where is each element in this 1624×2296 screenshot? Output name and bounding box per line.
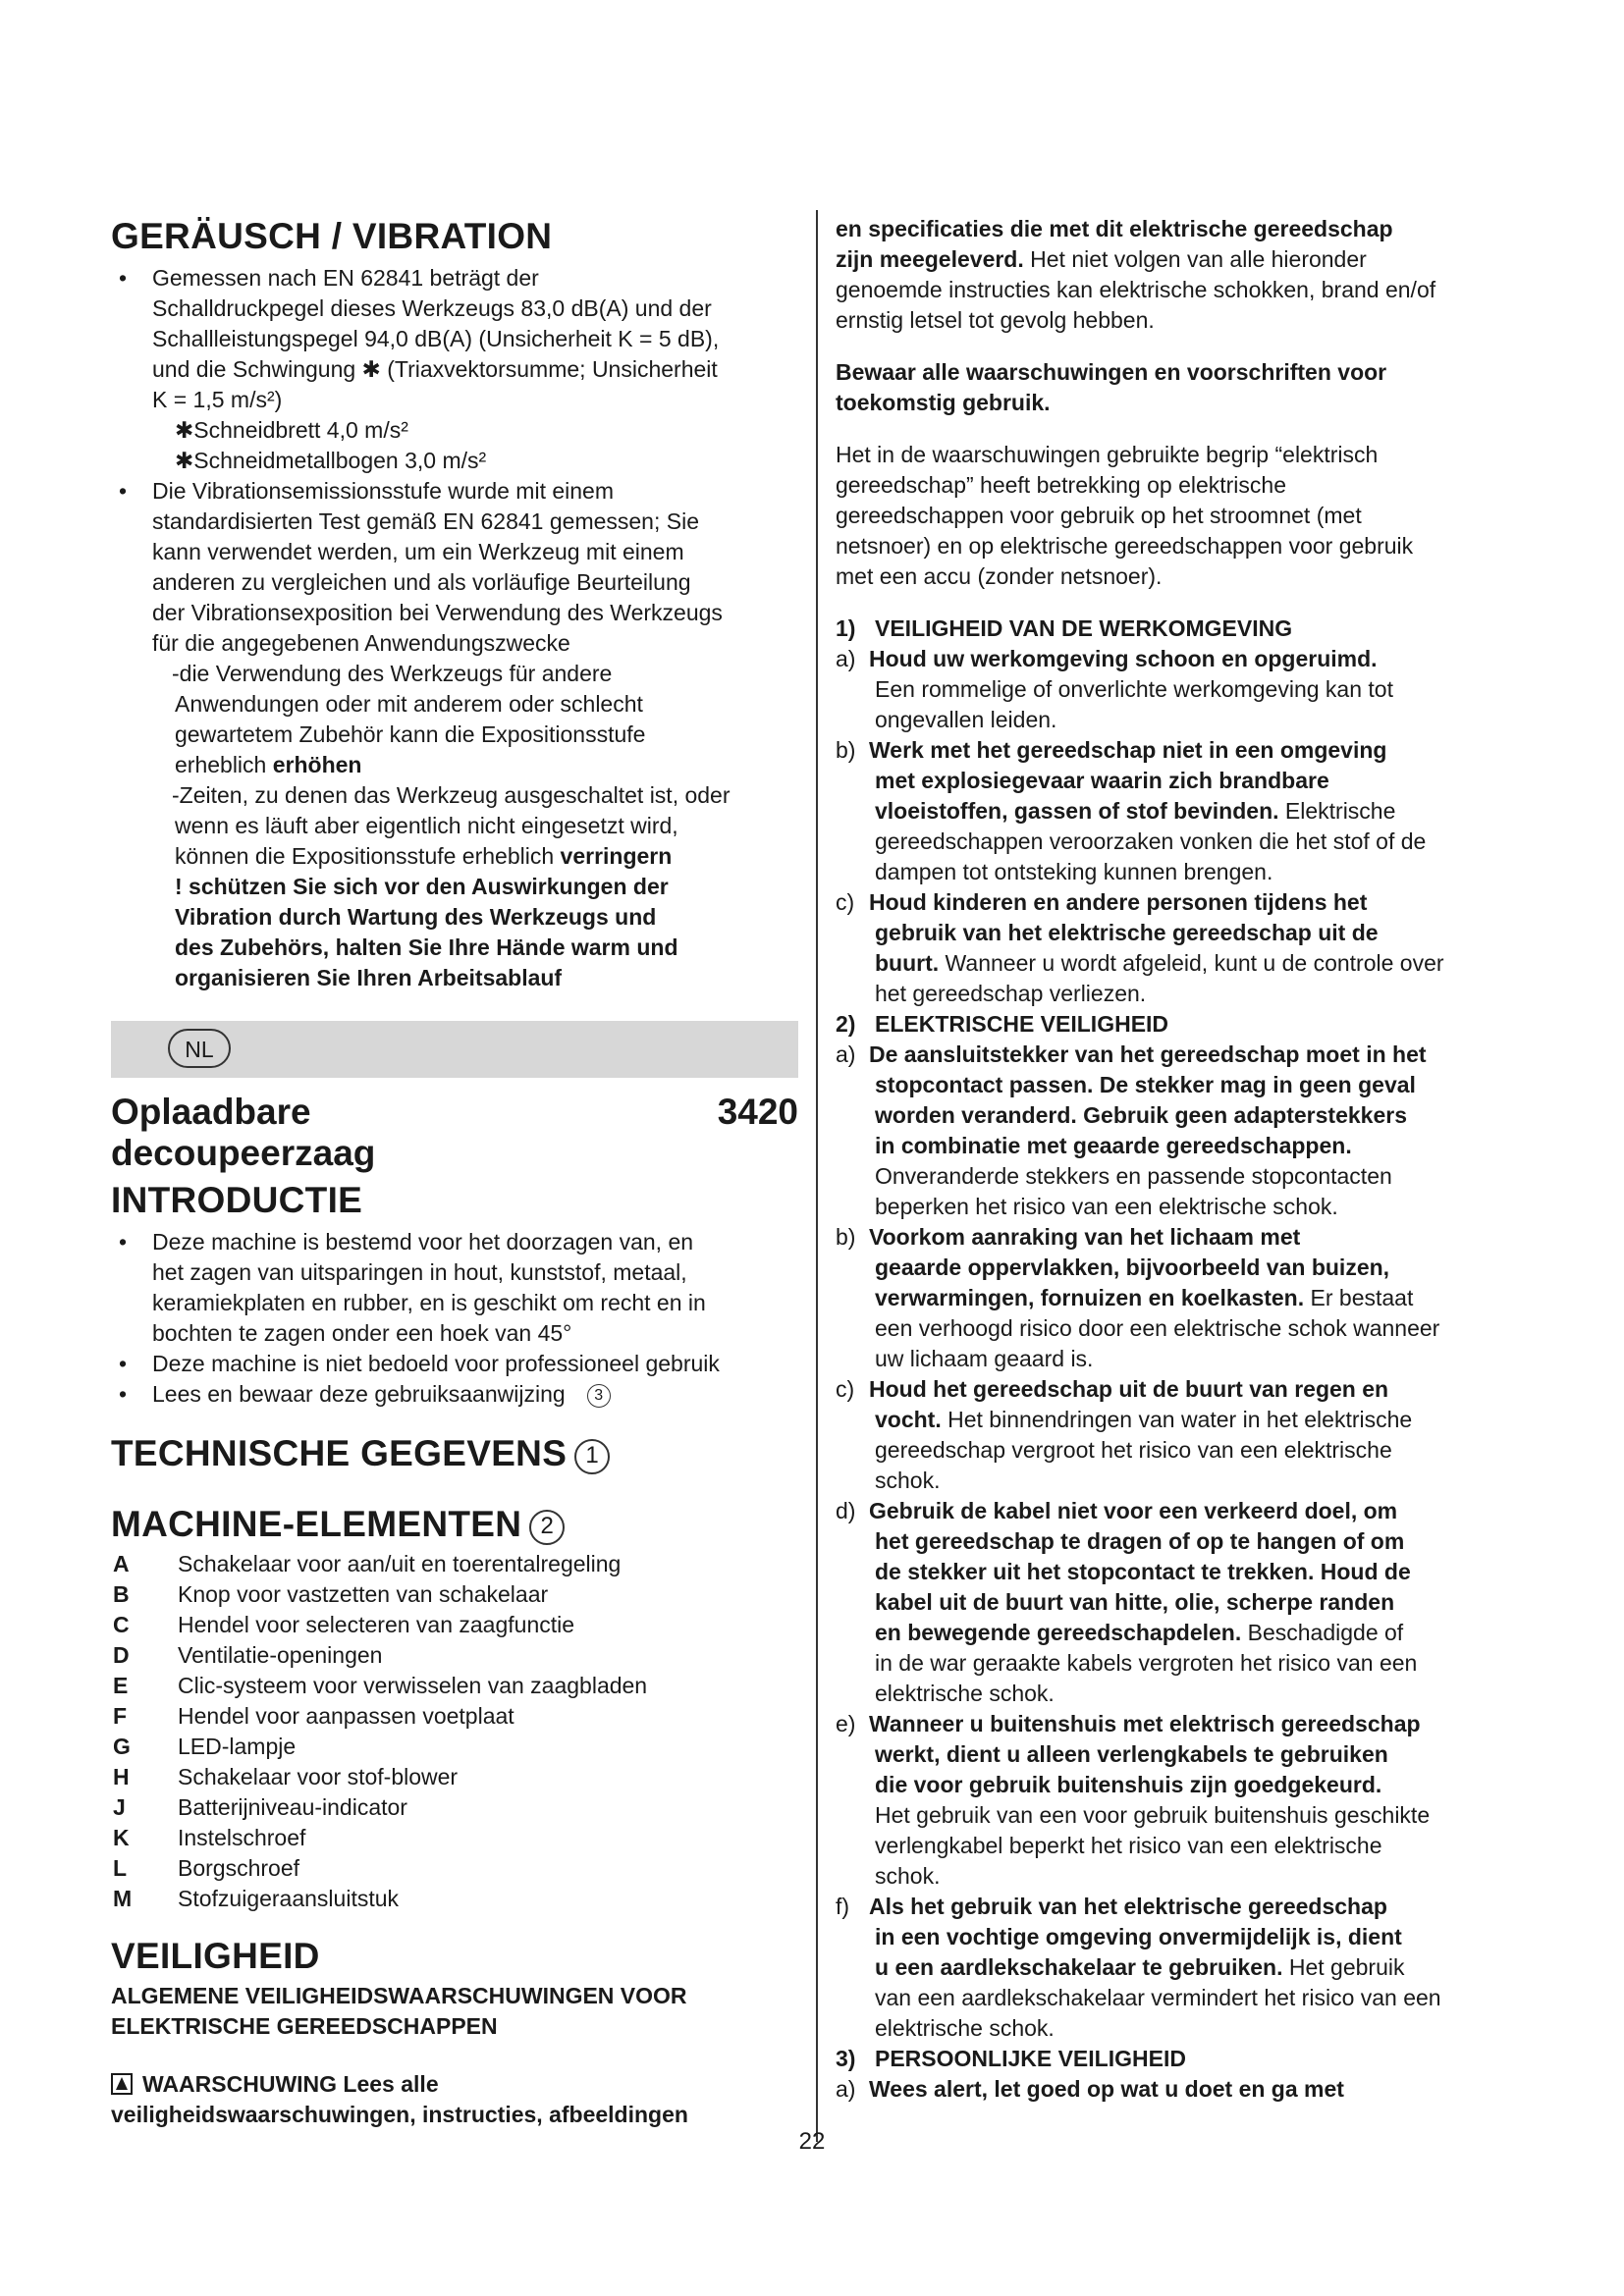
section-3-heading: 3) PERSOONLIJKE VEILIGHEID <box>836 2046 1186 2071</box>
section-2e: e) Wanneer u buitenshuis met elektrisch gereedschap werkt, dient u alleen verlengkabels te gebruiken die voor gebruik buitenshuis zijn goedgekeurd. Het gebruik van een voor gebruik buitenshuis geschikte verlengkabel beperkt het risico van een elektrische schok. <box>836 1711 1431 1889</box>
section-2b: b) Voorkom aanraking van het lichaam met geaarde oppervlakken, bijvoorbeeld van buizen, verwarmingen, fornuizen en koelkasten. Er bestaat een verhoogd risico door een elektrische schok wanneer uw lichaam geaard is. <box>836 1224 1440 1371</box>
section-1c: c) Houd kinderen en andere personen tijdens het gebruik van het elektrische gereedschap uit de buurt. Wanneer u wordt afgeleid, kunt u de controle over het gereedschap verliezen. <box>836 889 1444 1006</box>
warning-continuation: en specificaties die met dit elektrische gereedschap zijn meegeleverd. Het niet volgen van alle hieronder genoemde instructies kan elektrische schokken, brand en/of ernstig letsel tot gevolg hebben. <box>836 216 1436 333</box>
tech-heading: TECHNISCHE GEGEVENS 1 <box>111 1431 798 1476</box>
section-1a: a) Houd uw werkomgeving schoon en opgeruimd. Een rommelige of onverlichte werkomgeving kan tot ongevallen leiden. <box>836 646 1393 732</box>
language-badge: NL <box>168 1029 231 1068</box>
figure-ref-3: 3 <box>587 1384 611 1408</box>
safety-subheading: ALGEMENE VEILIGHEIDSWAARSCHUWINGEN VOOR ELEKTRISCHE GEREEDSCHAPPEN <box>111 1983 687 2039</box>
section-3a: a) Wees alert, let goed op wat u doet en ga met <box>836 2076 1344 2102</box>
intro-heading: INTRODUCTIE <box>111 1180 363 1220</box>
element-row: B Knop voor vastzetten van schakelaar <box>113 1581 549 1607</box>
left-column <box>111 214 798 2130</box>
element-row: A Schakelaar voor aan/uit en toerentalregeling <box>113 1551 622 1576</box>
elements-list <box>111 1549 798 1914</box>
element-row: E Clic-systeem voor verwisselen van zaagbladen <box>113 1673 648 1698</box>
element-row: K Instelschroef <box>113 1825 306 1850</box>
intro-bullet-2: • Deze machine is niet bedoeld voor professioneel gebruik <box>111 1349 798 1379</box>
section-1b: b) Werk met het gereedschap niet in een omgeving met explosiegevaar waarin zich brandbare vloeistoffen, gassen of stof bevinden. Elektrische gereedschappen veroorzaken vonken die het stof of de dampen tot ontsteking kunnen brengen. <box>836 737 1427 884</box>
noise-bullet-2: • Die Vibrationsemissionsstufe wurde mit einem standardisierten Test gemäß EN 62841 gemessen; Sie kann verwendet werden, um ein Werkzeug mit einem anderen zu vergleichen und als vorläufige Beurteilung der Vibrationsexposition bei Verwendung des Werkzeugs für die angegebenen Anwendungszwecke -die Verwendung des Werkzeugs für andere Anwendungen oder mit anderem oder schlecht gewartetem Zubehör kann die Expositionsstufe erheblich erhöhen -Zeiten, zu denen das Werkzeug ausgeschaltet ist, oder wenn es läuft aber eigentlich nicht eingesetzt wird, können die Expositionsstufe erheblich verringern ! schützen Sie sich vor den Auswirkungen der Vibration durch Wartung des Werkzeugs und des Zubehörs, halten Sie Ihre Hände warm und organisieren Sie Ihren Arbeitsablauf <box>111 476 798 993</box>
section-2-heading: 2) ELEKTRISCHE VEILIGHEID <box>836 1011 1169 1037</box>
noise-bullet-1: • Gemessen nach EN 62841 beträgt der Schalldruckpegel dieses Werkzeugs 83,0 dB(A) und der Schallleistungspegel 94,0 dB(A) (Unsicherheit K = 5 dB), und die Schwingung ✱ (Triaxvektorsumme; Unsicherheit K = 1,5 m/s²) ✱Schneidbrett 4,0 m/s² ✱Schneidmetallbogen 3,0 m/s² <box>111 263 798 476</box>
intro-bullet-1: • Deze machine is bestemd voor het doorzagen van, en het zagen van uitsparingen in hout, kunststof, metaal, keramiekplaten en rubber, en is geschikt om recht en in bochten te zagen onder een hoek van 45° <box>111 1227 798 1349</box>
column-divider <box>816 210 818 2142</box>
element-row: H Schakelaar voor stof-blower <box>113 1764 459 1789</box>
term-definition: Het in de waarschuwingen gebruikte begrip “elektrisch gereedschap” heeft betrekking op elektrische gereedschappen voor gebruik op het stroomnet (met netsnoer) en op elektrische gereedschappen voor gebruik met een accu (zonder netsnoer). <box>836 442 1414 589</box>
figure-ref-2: 2 <box>529 1510 565 1545</box>
page-number: 22 <box>798 2128 826 2155</box>
model-number: 3420 <box>717 1092 798 1132</box>
element-row: J Batterijniveau-indicator <box>113 1794 407 1820</box>
section-1-heading: 1) VEILIGHEID VAN DE WERKOMGEVING <box>836 615 1293 641</box>
title-line-2: decoupeerzaag <box>111 1133 376 1173</box>
title-line-1: Oplaadbare <box>111 1092 311 1132</box>
element-row: F Hendel voor aanpassen voetplaat <box>113 1703 514 1729</box>
element-row: G LED-lampje <box>113 1734 297 1759</box>
product-title <box>111 1092 798 1174</box>
section-2c: c) Houd het gereedschap uit de buurt van regen en vocht. Het binnendringen van water in het elektrische gereedschap vergroot het risico van een elektrische schok. <box>836 1376 1413 1493</box>
keep-instructions: Bewaar alle waarschuwingen en voorschriften voor toekomstig gebruik. <box>836 359 1387 415</box>
intro-bullet-3: • Lees en bewaar deze gebruiksaanwijzing 3 <box>111 1379 798 1410</box>
element-row: D Ventilatie-openingen <box>113 1642 383 1668</box>
language-bar <box>111 1021 798 1078</box>
section-2a: a) De aansluitstekker van het gereedschap moet in het stopcontact passen. De stekker mag in geen geval worden veranderd. Gebruik geen adapterstekkers in combinatie met geaarde gereedschappen. Onveranderde stekkers en passende stopcontacten beperken het risico van een elektrische schok. <box>836 1041 1427 1219</box>
element-row: M Stofzuigeraansluitstuk <box>113 1886 400 1911</box>
right-column <box>836 214 1523 2105</box>
warning-block: WAARSCHUWING Lees alle veiligheidswaarschuwingen, instructies, afbeeldingen <box>111 2071 688 2127</box>
warning-icon <box>111 2073 133 2095</box>
elements-heading: MACHINE-ELEMENTEN 2 <box>111 1502 798 1547</box>
figure-ref-1: 1 <box>574 1439 610 1474</box>
section-2d: d) Gebruik de kabel niet voor een verkeerd doel, om het gereedschap te dragen of op te hangen of om de stekker uit het stopcontact te trekken. Houd de kabel uit de buurt van hitte, olie, scherpe randen en bewegende gereedschapdelen. Beschadigde of in de war geraakte kabels vergroten het risico van een elektrische schok. <box>836 1498 1418 1706</box>
element-row: C Hendel voor selecteren van zaagfunctie <box>113 1612 575 1637</box>
safety-heading: VEILIGHEID <box>111 1936 320 1976</box>
noise-heading: GERÄUSCH / VIBRATION <box>111 216 553 256</box>
element-row: L Borgschroef <box>113 1855 300 1881</box>
section-2f: f) Als het gebruik van het elektrische gereedschap in een vochtige omgeving onvermijdelijk is, dient u een aardlekschakelaar te gebruiken. Het gebruik van een aardlekschakelaar vermindert het risico van een elektrische schok. <box>836 1894 1441 2041</box>
